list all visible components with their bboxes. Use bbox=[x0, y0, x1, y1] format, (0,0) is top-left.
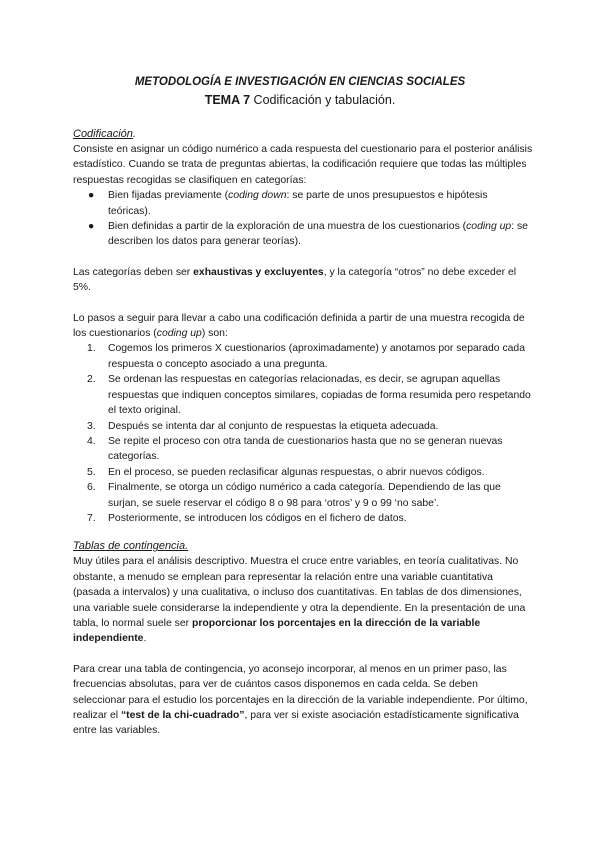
steps-list bbox=[73, 341, 533, 526]
bullet-text: Bien definidas a partir de la exploración de una muestra de los cuestionarios ( bbox=[108, 221, 467, 233]
paragraph-text: Muy útiles para el análisis descriptivo. Muestra el cruce entre variables, en teoría cualitativas. No obstante, a menudo se emplean para representar la relación entre una variable cuantitativa (pasada a intervalos) y una cualitativa, o incluso dos cuantitativas. En tablas de dos dimensiones, una variable suele considerarse la independiente y otra la dependiente. En la presentación de una tabla, lo normal suele ser bbox=[73, 556, 526, 629]
steps-intro bbox=[73, 311, 533, 342]
bullet-icon: ● bbox=[88, 221, 95, 233]
bullet-text-end: : se parte de unos presupuestos e hipótesis teóricas). bbox=[108, 190, 488, 217]
spacer bbox=[73, 296, 533, 311]
bullet-icon: ● bbox=[88, 190, 95, 202]
section-heading-codificacion bbox=[73, 126, 533, 142]
step-number: 7. bbox=[87, 512, 96, 524]
paragraph-text-end: , y la categoría “otros” no debe exceder el 5%. bbox=[73, 266, 517, 294]
paragraph-text-end: , para ver si existe asociación estadísticamente significativa entre las variables. bbox=[73, 710, 519, 737]
heading-text: Codificación bbox=[73, 128, 133, 140]
step-text: En el proceso, se pueden reclasificar algunas respuestas, o abrir nuevos códigos. bbox=[108, 466, 485, 478]
topic-title bbox=[0, 91, 600, 110]
list-item bbox=[87, 465, 533, 480]
step-number: 3. bbox=[87, 420, 96, 432]
category-bullet-list bbox=[73, 188, 533, 250]
step-number: 4. bbox=[87, 435, 96, 447]
heading-period: . bbox=[132, 128, 136, 140]
paragraph-emphasis: coding up bbox=[156, 328, 202, 340]
bullet-text: Bien fijadas previamente ( bbox=[108, 190, 229, 202]
spacer bbox=[73, 250, 533, 265]
list-item bbox=[87, 480, 533, 511]
document-body bbox=[73, 126, 533, 739]
codificacion-intro: Consiste en asignar un código numérico a cada respuesta del cuestionario para el posterior análisis estadístico. Cuando se trata de preguntas abiertas, la codificación requiere que todas las múltiples respuestas recogidas se clasifiquen en categorías: bbox=[73, 144, 533, 186]
step-text: Se repite el proceso con otra tanda de cuestionarios hasta que no se generan nuevas categorías. bbox=[108, 435, 503, 463]
categories-paragraph bbox=[73, 265, 533, 296]
topic-name: Codificación y tabulación. bbox=[253, 93, 396, 107]
step-text: Se ordenan las respuestas en categorías relacionadas, es decir, se agrupan aquellas respuestas que indiquen conceptos similares, copiadas de forma resumida pero respetando el texto original. bbox=[108, 374, 531, 417]
bullet-emphasis: coding up bbox=[466, 221, 512, 233]
spacer bbox=[73, 526, 533, 538]
paragraph-text-end: ) son: bbox=[201, 328, 228, 340]
topic-number: TEMA 7 bbox=[204, 93, 251, 107]
step-text: Después se intenta dar al conjunto de respuestas la etiqueta adecuada. bbox=[108, 420, 439, 432]
bullet-emphasis: coding down bbox=[228, 190, 287, 202]
list-item bbox=[87, 434, 533, 465]
step-number: 6. bbox=[87, 482, 96, 494]
step-number: 5. bbox=[87, 466, 96, 478]
paragraph-text: Lo pasos a seguir para llevar a cabo una codificación definida a partir de una muestra recogida de los cuestionarios ( bbox=[73, 312, 525, 340]
title-block bbox=[0, 74, 600, 110]
bullet-text-end: : se describen los datos para generar teorías). bbox=[108, 221, 528, 248]
list-item bbox=[88, 219, 533, 250]
list-item bbox=[88, 188, 533, 219]
step-text: Cogemos los primeros X cuestionarios (aproximadamente) y anotamos por separado cada respuesta o concepto asociado a una pregunta. bbox=[108, 343, 525, 370]
paragraph-bold: exhaustivas y excluyentes bbox=[193, 266, 324, 278]
paragraph-text: Las categorías deben ser bbox=[73, 266, 194, 278]
list-item bbox=[87, 511, 533, 526]
tablas-paragraph-1 bbox=[73, 554, 533, 646]
step-number: 2. bbox=[87, 374, 96, 386]
paragraph-text: Para crear una tabla de contingencia, yo aconsejo incorporar, al menos en un primer paso, las frecuencias absolutas, para ver de cuántos casos disponemos en cada celda. Se deben seleccionar para el estudio los porcentajes en la dirección de la variable independiente. Por último, realizar el bbox=[73, 663, 528, 721]
list-item bbox=[87, 372, 533, 418]
paragraph-bold: “test de la chi-cuadrado” bbox=[120, 710, 245, 721]
step-number: 1. bbox=[87, 343, 96, 355]
list-item bbox=[87, 341, 533, 372]
step-text: Posteriormente, se introducen los códigos en el fichero de datos. bbox=[108, 512, 407, 524]
course-title: METODOLOGÍA E INVESTIGACIÓN EN CIENCIAS SOCIALES bbox=[134, 76, 466, 88]
tablas-paragraph-2 bbox=[73, 662, 533, 739]
section-heading-tablas: Tablas de contingencia. bbox=[73, 540, 189, 553]
list-item bbox=[87, 419, 533, 434]
step-text: Finalmente, se otorga un código numérico a cada categoría. Dependiendo de las que surjan, se suele reservar el código 8 o 98 para ‘otros’ y 9 o 99 ‘no sabe’. bbox=[108, 482, 501, 509]
paragraph-text-end: . bbox=[143, 633, 147, 645]
spacer bbox=[73, 647, 533, 662]
paragraph-bold: proporcionar los porcentajes en la dirección de la variable independiente bbox=[73, 617, 481, 645]
